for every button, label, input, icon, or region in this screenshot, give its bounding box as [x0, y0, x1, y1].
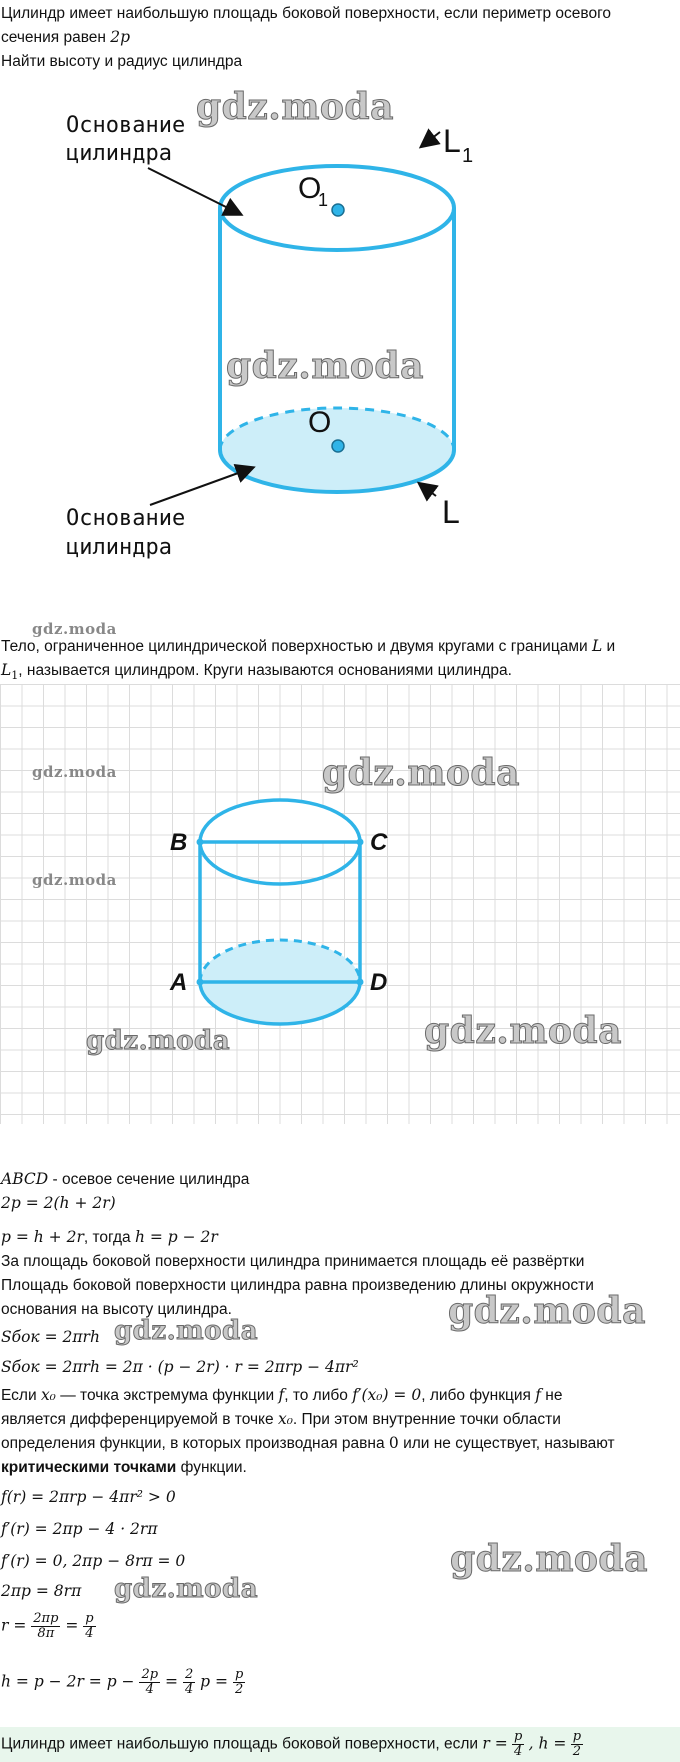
- numerator: p: [572, 1729, 582, 1744]
- fraction: [233, 1668, 245, 1697]
- problem-line-2-text: сечения равен: [1, 29, 111, 46]
- curve-top-label: L: [443, 123, 461, 159]
- math: =: [165, 1672, 179, 1691]
- answer-line: [1, 1730, 583, 1759]
- definition-math-L1: L: [1, 661, 12, 679]
- fraction: [571, 1730, 583, 1759]
- numerator: 2πp: [33, 1611, 59, 1626]
- watermark: gdz.moda: [32, 763, 117, 781]
- fraction: [183, 1668, 195, 1697]
- denominator: 4: [145, 1682, 154, 1697]
- denominator: 8π: [37, 1626, 55, 1641]
- fraction: [512, 1730, 524, 1759]
- solution-line-16: 2πp = 8rπ: [1, 1582, 82, 1600]
- watermark: gdz.moda: [114, 1316, 259, 1346]
- solution-line-4: За площадь боковой поверхности цилиндра принимается площадь её развёртки: [1, 1253, 585, 1270]
- numerator: 2p: [141, 1667, 159, 1682]
- text: Если: [1, 1387, 41, 1404]
- numerator: p: [514, 1729, 523, 1744]
- denominator: 4: [514, 1744, 523, 1759]
- denominator: 2: [234, 1682, 244, 1697]
- math: 0: [388, 1434, 399, 1452]
- axial-section-figure: [0, 684, 680, 1124]
- definition-math-L: L: [591, 637, 603, 655]
- definition-math-L1-sub: 1: [11, 669, 19, 683]
- definition-text-3: , называется цилиндром. Круги называются основаниями цилиндра.: [18, 662, 512, 679]
- text: является дифференцируемой в точке: [1, 1411, 278, 1428]
- label-top-1: Основание: [66, 113, 186, 138]
- solution-line-7: Sбок = 2πrh: [1, 1328, 100, 1346]
- solution-text-3: , тогда: [83, 1229, 135, 1246]
- math: p =: [200, 1672, 229, 1691]
- solution-line-13: f(r) = 2πrp − 4πr² > 0: [1, 1488, 176, 1506]
- watermark: gdz.moda: [226, 345, 424, 387]
- solution-line-3: [1, 1226, 218, 1249]
- answer-text: Цилиндр имеет наибольшую площадь боковой поверхности, если: [1, 1735, 483, 1753]
- bold-term: критическими точками: [1, 1459, 177, 1476]
- numerator: 2: [184, 1667, 194, 1682]
- watermark: gdz.moda: [196, 86, 394, 128]
- text: не: [541, 1387, 563, 1404]
- watermark: gdz.moda: [450, 1538, 648, 1580]
- solution-line-2: 2p = 2(h + 2r): [1, 1194, 116, 1212]
- math: =: [65, 1616, 79, 1635]
- curve-bottom-label: L: [442, 494, 460, 530]
- watermark: gdz.moda: [114, 1574, 259, 1604]
- solution-line-11: [1, 1432, 615, 1455]
- problem-line-2: [1, 26, 130, 49]
- solution-math-3b: h = p − 2r: [134, 1228, 218, 1246]
- label-bottom-1: Основание: [66, 506, 186, 531]
- numerator: p: [234, 1667, 244, 1682]
- solution-line-17: [1, 1612, 96, 1641]
- denominator: 2: [572, 1744, 582, 1759]
- solution-math-3a: p = h + 2r: [1, 1228, 84, 1246]
- math: r =: [482, 1734, 508, 1753]
- center-top-sub: 1: [318, 190, 329, 210]
- text: функции.: [176, 1459, 247, 1476]
- center-top-label: O: [298, 172, 322, 205]
- math: x₀: [40, 1386, 56, 1404]
- text: , либо функция: [421, 1387, 536, 1404]
- center-top-point: [332, 204, 344, 216]
- math: f′(x₀) = 0: [352, 1386, 422, 1404]
- denominator: 4: [85, 1626, 94, 1641]
- math: x₀: [277, 1410, 293, 1428]
- solution-line-8: Sбок = 2πrh = 2π · (p − 2r) · r = 2πrp − 4πr²: [1, 1358, 359, 1376]
- center-bottom-point: [332, 440, 344, 452]
- text: определения функции, в которых производная равна: [1, 1435, 389, 1452]
- solution-line-10: [1, 1408, 561, 1431]
- watermark: gdz.moda: [32, 871, 117, 889]
- math: f: [535, 1386, 541, 1404]
- solution-line-9: [1, 1384, 563, 1407]
- watermark: gdz.moda: [32, 620, 117, 638]
- math: f: [278, 1386, 285, 1404]
- math: r =: [1, 1616, 27, 1635]
- watermark: gdz.moda: [86, 1026, 231, 1056]
- definition-line-1: [1, 635, 615, 658]
- math: , h =: [528, 1734, 567, 1753]
- abcd-math: ABCD: [1, 1170, 49, 1188]
- curve-top-sub: 1: [462, 145, 474, 167]
- watermark: gdz.moda: [424, 1010, 622, 1052]
- math: h = p − 2r = p −: [1, 1672, 135, 1691]
- solution-line-14: f′(r) = 2πp − 4 · 2rπ: [1, 1520, 158, 1538]
- problem-line-1: Цилиндр имеет наибольшую площадь боковой поверхности, если периметр осевого: [1, 5, 612, 22]
- definition-text-1: Тело, ограниченное цилиндрической поверхностью и двумя кругами с границами: [1, 638, 592, 655]
- solution-line-1: [1, 1168, 249, 1191]
- definition-line-2: [1, 659, 512, 687]
- vertex-A: A: [170, 969, 188, 996]
- denominator: 4: [184, 1682, 194, 1697]
- watermark: gdz.moda: [448, 1290, 646, 1332]
- solution-line-15: f′(r) = 0, 2πp − 8rπ = 0: [1, 1552, 186, 1570]
- vertex-C: C: [370, 829, 388, 856]
- solution-line-6: основания на высоту цилиндра.: [1, 1301, 232, 1318]
- fraction: [31, 1612, 60, 1641]
- vertex-D: D: [370, 969, 388, 996]
- perimeter-math: 2p: [110, 28, 131, 46]
- text: . При этом внутренние точки области: [292, 1411, 561, 1428]
- bottom-base-front: [220, 450, 454, 492]
- solution-text-1: - осевое сечение цилиндра: [48, 1171, 250, 1188]
- label-bottom-2: цилиндра: [66, 535, 172, 560]
- text: , то либо: [284, 1387, 353, 1404]
- solution-line-18: [1, 1668, 245, 1697]
- solution-line-5: Площадь боковой поверхности цилиндра равна произведению длины окружности: [1, 1277, 594, 1294]
- text: или не существует, называют: [398, 1435, 615, 1452]
- center-bottom-label: O: [308, 406, 332, 439]
- watermark: gdz.moda: [322, 752, 520, 794]
- problem-line-3: Найти высоту и радиус цилиндра: [1, 53, 243, 70]
- text: — точка экстремума функции: [55, 1387, 279, 1404]
- numerator: p: [85, 1611, 94, 1626]
- label-top-2: цилиндра: [66, 141, 172, 166]
- vertex-B: B: [170, 829, 188, 856]
- definition-text-2: и: [602, 638, 616, 655]
- fraction: [139, 1668, 160, 1697]
- fraction: [83, 1612, 95, 1641]
- solution-line-12: [1, 1456, 247, 1479]
